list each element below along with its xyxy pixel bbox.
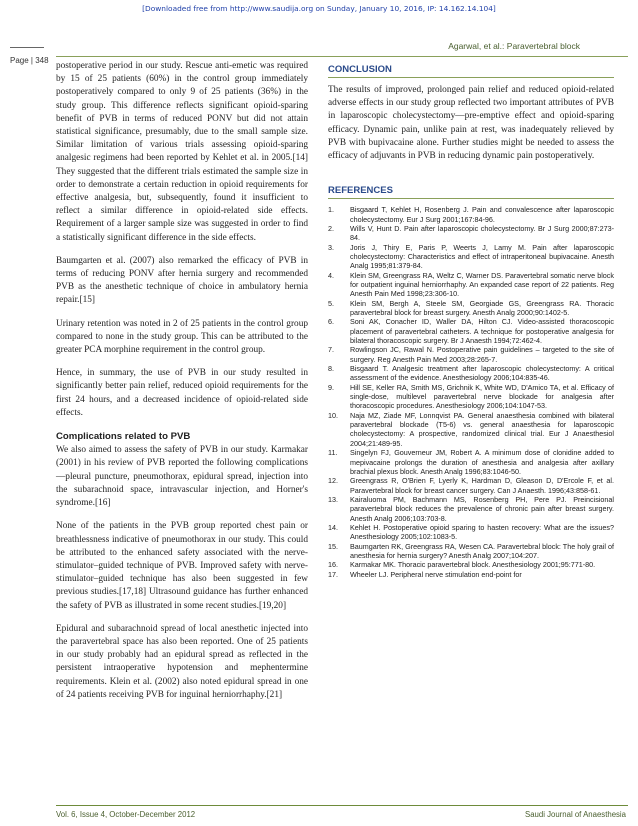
left-column [56,60,308,712]
footer-rule [56,805,628,806]
complications-heading: Complications related to PVB [56,431,191,443]
reference-number: 4. [328,270,334,280]
section-rule [328,198,614,199]
download-banner: [Downloaded free from http://www.saudija.org on Sunday, January 10, 2016, IP: 14.162.14.104] [142,4,496,13]
reference-number: 17. [328,569,338,579]
references-list [328,205,614,579]
reference-item [328,271,614,299]
reference-item [328,570,614,579]
reference-item [328,448,614,476]
reference-item [328,383,614,411]
reference-item [328,224,614,243]
reference-number: 15. [328,541,338,551]
reference-text: Karmakar MK. Thoracic paravertebral block. Anesthesiology 2001;95:771-80. [350,560,596,570]
reference-text: Hill SE, Keller RA, Smith MS, Grichnik K, White WD, D'Amico TA, et al. Efficacy of single-dose, multilevel paravertebral nerve blockade for analgesia after thoracoscopic procedures. Anesthesiology 2006;104:1047-53. [350,382,614,411]
reference-number: 5. [328,298,334,308]
reference-text: Greengrass R, O'Brien F, Lyerly K, Hardman D, Gleason D, D'Ercole F, et al. Paravertebral block for breast cancer surgery. Can J Anaesth. 1996;43:858-61. [350,476,614,495]
reference-number: 12. [328,476,338,486]
reference-item [328,299,614,318]
reference-number: 11. [328,448,338,458]
reference-number: 14. [328,522,338,532]
reference-text: Wheeler LJ. Peripheral nerve stimulation end-point for [350,569,522,579]
reference-text: Baumgarten RK, Greengrass RA, Wesen CA. Paravertebral block: The holy grail of anesthesia for hernia surgery? Anesth Analg 2007;104:207. [350,541,614,560]
reference-number: 8. [328,364,334,374]
reference-item [328,542,614,561]
section-rule [328,77,614,78]
reference-number: 9. [328,382,334,392]
reference-item [328,476,614,495]
reference-item [328,317,614,345]
body-paragraph: Epidural and subarachnoid spread of local anesthetic injected into the paravertebral space has also been reported. One of 25 patients in our study probably had an epidural spread as reflected in the persistent intraoperative hypotension and mephentermine requirements. Klein et al. (2002) also noted epidural spread in one of 24 patients receiving PVB for inguinal herniorrhaphy.[21] [56,623,308,700]
body-paragraph: postoperative period in our study. Rescue anti-emetic was required by 15 of 25 patients (60%) in the control group immediately postoperatively compared to only 9 of 25 patients (36%) in the study group. This difference reflects significant opioid-sparing benefit of PVB in terms of reduced PONV but did not attain statistical significance, presumably, due to the small sample size. Similar limitation of various trials assessing opioid-sparing analgesic regimens had been reported by Kehlet et al. in 2005.[14] They suggested that the different trials estimated the sample size in order to demonstrate a certain reduction in opioid requirements for effective analgesia, but, subsequently, found it insufficient to reflect a similar difference in opioid-related side effects. Requirement of a larger sample size was suggested in order to find a statistically significant difference in the side effects. [56,61,308,243]
header-rule [56,56,628,57]
page-number: Page | 348 [10,56,49,65]
reference-number: 7. [328,345,334,355]
reference-number: 10. [328,410,338,420]
body-paragraph: Baumgarten et al. (2007) also remarked the efficacy of PVB in terms of reducing PONV after hernia surgery and recommended PVB as the anesthetic technique of choice in ambulatory hernia repair.[15] [56,255,308,306]
reference-text: Bisgaard T. Analgesic treatment after laparoscopic cholecystectomy: A critical assessment of the evidence. Anesthesiology 2006;104:835-46. [350,364,614,383]
reference-number: 1. [328,205,334,215]
reference-text: Soni AK, Conacher ID, Waller DA, Hilton CJ. Video-assisted thoracoscopic placement of paravertebral catheters. A technique for postoperative analgesia for bilateral thoracoscopic surgery. Br J Anaesth 1994;72:462-4. [350,317,614,346]
reference-item [328,345,614,364]
footer-volume: Vol. 6, Issue 4, October-December 2012 [56,810,196,819]
reference-text: Singelyn FJ, Gouverneur JM, Robert A. A minimum dose of clonidine added to mepivacaine prolongs the duration of anesthesia and analgesia after axillary brachial plexus block. Anesth Analg 1996;83:1046-50. [350,448,614,476]
body-paragraph: Urinary retention was noted in 2 of 25 patients in the control group compared to none in the study group. This can be attributed to the greater PCA morphine requirement in the control group. [56,318,308,356]
reference-number: 3. [328,242,334,252]
footer-journal: Saudi Journal of Anaesthesia [525,810,626,819]
reference-number: 2. [328,223,334,233]
reference-text: Joris J, Thiry E, Paris P, Weerts J, Lamy M. Pain after laparoscopic cholecystectomy: Characteristics and effect of intraperitoneal bupivacaine. Anesth Analg 1995;81:379-84. [350,242,614,271]
body-paragraph: None of the patients in the PVB group reported chest pain or breathlessness indicative of pneumothorax in our study. This could be attributed to the enhanced safety associated with the nerve-stimulator–guided technique of PVB. Improved safety with nerve-stimulator–guided technique has also been suggested in few previous studies.[17,18] Ultrasound guidance has further enhanced the safety of PVB as illustrated in some recent studies.[19,20] [56,521,308,611]
right-column [328,64,614,579]
reference-item [328,495,614,523]
reference-number: 6. [328,317,334,327]
conclusion-text: The results of improved, prolonged pain relief and reduced opioid-related adverse effects in our study group reflected two important attributes of PVB in laparoscopic cholecystectomy—pre-emptive effect and opioid-sparing efficacy. Dynamic pain, unlike pain at rest, was inadequately relieved by PVB with bupivacaine alone. Further studies might be needed to assess the efficacy of adjuvants in PVB in reducing dynamic pain postoperatively. [328,85,614,162]
reference-text: Klein SM, Greengrass RA, Weltz C, Warner DS. Paravertebral somatic nerve block for outpatient inguinal herniorrhaphy. An expanded case report of 22 patients. Reg Anesth Pain Med 1998;23:306-10. [350,270,614,299]
reference-text: Kehlet H. Postoperative opioid sparing to hasten recovery: What are the issues? Anesthesiology 2005;102:1083-5. [350,522,614,542]
reference-item [328,411,614,448]
reference-item [328,364,614,383]
reference-item [328,205,614,224]
reference-text: Kairaluoma PM, Bachmann MS, Rosenberg PH, Pere PJ. Preincisional paravertebral block reduces the prevalence of chronic pain after breast surgery. Anesth Analg 2006;103:703-8. [350,494,614,523]
running-head: Agarwal, et al.: Paravertebral block [448,41,580,51]
reference-text: Rowlingson JC, Rawal N. Postoperative pain guidelines – targeted to the site of surgery. Reg Anesth Pain Med 2003;28:265-7. [350,345,614,364]
reference-number: 13. [328,494,338,504]
reference-number: 16. [328,560,338,570]
reference-text: Wills V, Hunt D. Pain after laparoscopic cholecystectomy. Br J Surg 2000;87:273-84. [350,223,614,243]
reference-text: Naja MZ, Ziade MF, Lonnqvist PA. General anaesthesia combined with bilateral paravertebral blockade (T5-6) vs. general anaesthesia for laparoscopic cholecystectomy: A prospective, randomized clinical trial. Eur J Anaesthesiol 2004;21:489-95. [350,410,614,448]
conclusion-heading: CONCLUSION [328,64,392,75]
references-heading: REFERENCES [328,185,393,197]
reference-item [328,243,614,271]
reference-item [328,560,614,569]
reference-text: Klein SM, Bergh A, Steele SM, Georgiade GS, Greengrass RA. Thoracic paravertebral block for breast surgery. Anesth Analg 2000;90:1402-5. [350,298,614,317]
body-paragraph: We also aimed to assess the safety of PVB in our study. Karmakar (2001) in his review of PVB reported the following complications—pleural puncture, pneumothorax, epidural spread, injection into the subarachnoid space, intravascular injection, and Horner's syndrome.[16] [56,445,308,509]
reference-item [328,523,614,542]
reference-text: Bisgaard T, Kehlet H, Rosenberg J. Pain and convalescence after laparoscopic cholecystectomy. Eur J Surg 2001;167:84-96. [350,205,614,224]
body-paragraph: Hence, in summary, the use of PVB in our study resulted in significantly better pain relief, reduced opioid requirements for the first 24 hours, and a decreased incidence of opioid-related side effects. [56,368,308,418]
